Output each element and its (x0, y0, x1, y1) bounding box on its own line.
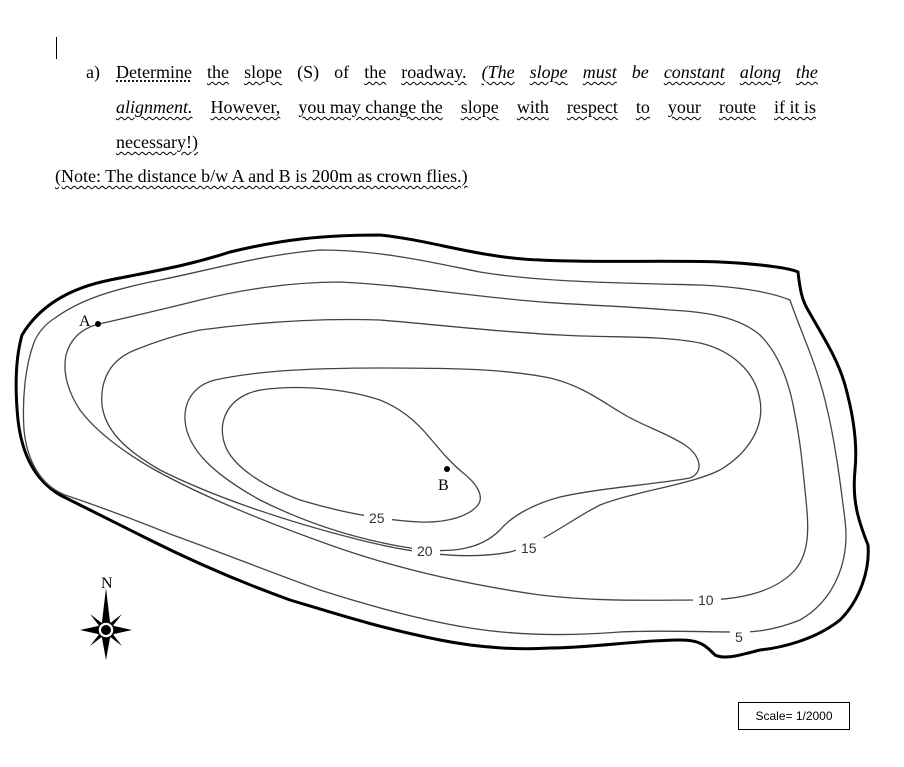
point-a-marker (95, 321, 101, 327)
north-label: N (101, 575, 113, 592)
contour-line-15 (102, 319, 761, 555)
contour-label-15: 15 (521, 540, 537, 556)
distance-note: (Note: The distance b/w A and B is 200m as crown flies.) (55, 166, 468, 186)
question-marker: a) (86, 62, 100, 82)
word: slope (244, 62, 283, 82)
word: with (516, 97, 549, 117)
word: to (635, 97, 650, 117)
word: constant (663, 62, 725, 82)
word: be (631, 62, 649, 82)
word: (S) (297, 62, 320, 82)
contour-label-5: 5 (735, 629, 743, 645)
point-b-label: B (438, 477, 449, 494)
contour-label-10: 10 (698, 592, 714, 608)
word: the (207, 62, 230, 82)
word: you may change the (298, 97, 443, 117)
word: if it is (773, 97, 816, 117)
word: the (364, 62, 387, 82)
word: of (334, 62, 350, 82)
word: must (582, 62, 617, 82)
contour-label-20: 20 (417, 543, 433, 559)
word: Determine (116, 62, 192, 82)
word: roadway. (401, 62, 467, 82)
word: necessary!) (116, 132, 198, 152)
word: your (667, 97, 701, 117)
word: alignment. (116, 97, 193, 117)
word: route (718, 97, 756, 117)
contour-line-5 (23, 250, 846, 635)
word: respect (566, 97, 618, 117)
north-arrow-icon (80, 588, 132, 660)
word: (The (481, 62, 515, 82)
word: along (739, 62, 781, 82)
contour-label-25: 25 (369, 510, 385, 526)
word: the (795, 62, 818, 82)
word: However, (210, 97, 281, 117)
word: slope (460, 97, 499, 117)
point-a-label: A (79, 313, 91, 330)
scale-box: Scale= 1/2000 (738, 702, 850, 730)
point-b-marker (444, 466, 450, 472)
contour-line-20 (185, 368, 699, 551)
contour-line-25 (222, 388, 480, 523)
boundary-outline (16, 235, 868, 657)
word: slope (529, 62, 568, 82)
